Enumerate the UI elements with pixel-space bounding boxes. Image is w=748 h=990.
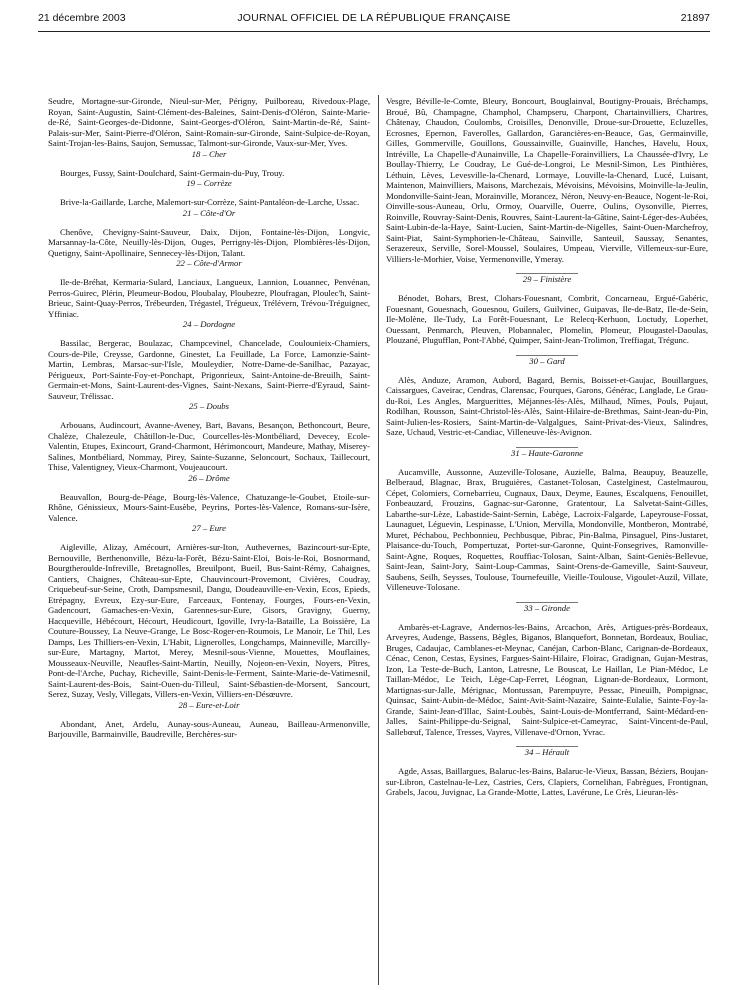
commune-list: Bourges, Fussy, Saint-Doulchard, Saint-Germain-du-Puy, Trouy. — [60, 167, 285, 178]
header-journal-title: JOURNAL OFFICIEL DE LA RÉPUBLIQUE FRANÇAISE — [237, 12, 511, 24]
department-section — [386, 356, 708, 448]
department-title: 26 – Drôme — [188, 472, 230, 483]
commune-list: Abondant, Anet, Ardelu, Aunay-sous-Auneau, Auneau, Bailleau-Armenonville, Barjouville, Barmainville, Baudreville, Berchères-sur- — [48, 718, 370, 739]
department-section — [48, 319, 370, 401]
department-section — [48, 523, 370, 700]
department-section — [386, 448, 708, 603]
department-title: 27 – Eure — [192, 523, 226, 533]
department-title: 21 – Côte-d'Or — [182, 207, 236, 218]
department-section — [386, 274, 708, 356]
header-date: 21 décembre 2003 — [38, 12, 126, 24]
commune-list: Agde, Assas, Baillargues, Balaruc-les-Bains, Balaruc-le-Vieux, Bassan, Béziers, Boujan-sur-Libron, Castelnau-le-Lez, Castries, Cers, Clapiers, Cornelihan, Fabrègues, Frontignan, Grabels, Jacou, Juvignac, La Grande-Motte, Lattes, Lavérune, Le Crès, Lieuran-lès- — [386, 766, 708, 797]
department-title: 33 – Gironde — [523, 602, 570, 613]
continued-paragraph: Vesgre, Béville-le-Comte, Bleury, Boncourt, Bouglainval, Boutigny-Prouais, Bréchamps, Broué, Bû, Champagne, Champhol, Champseru, Charpont, Chartainvilliers, Chartres, Châtenay, Chaudon, Coulombs, Croisilles, Denonville, Droue-sur-Drouette, Ecluzelles, Ecrosnes, Epernon, Faverolles, Gallardon, Garancières-en-Beauce, Gas, Germainville, Gilles, Gommerville, Gouillons, Goussainville, Guainville, Hanches, Havelu, Houx, Intréville, La Chapelle-d'Aunainville, La Chapelle-Forainvilliers, La Chaussée-d'Ivry, Le Boullay-Thierry, Le Coudray, Le Gué-de-Longroi, Le Mesnil-Simon, Les Pinthières, Léthuin, Lèves, Levesville-la-Chenard, Lormaye, Louville-la-Chenard, Lucé, Luisant, Maintenon, Mainvilliers, Maisons, Marchezais, Mévoisins, Mévoisins, Moinville-la-Jeulin, Mondonville-Saint-Jean, Morainville, Morancez, Néron, Neuvy-en-Beauce, Nogent-le-Roi, Oinville-sous-Auneau, Orlu, Ormoy, Ouarville, Ouerre, Oulins, Oysonville, Pierres, Roinville, Rouvray-Saint-Denis, Rouvres, Saint-Laurent-la-Gâtine, Saint-Léger-des-Aubées, Saint-Lubin-de-la-Haye, Saint-Lucien, Saint-Martin-de-Nigelles, Saint-Ouen-Marchefroy, Saint-Piat, Saint-Symphorien-le-Château, Sainville, Santeuil, Saussay, Senantes, Serazereux, Serville, Sorel-Moussel, Soulaires, Umpeau, Vierville, Villemeux-sur-Eure, Villiers-le-Morhier, Voise, Yermenonville, Ymeray. — [386, 96, 708, 264]
commune-list: Alès, Anduze, Aramon, Aubord, Bagard, Bernis, Boisset-et-Gaujac, Bouillargues, Caissargues, Caveirac, Cendras, Clarensac, Fourques, Garons, Générac, Langlade, Le Grau-du-Roi, Les Angles, Marguerittes, Méjannes-lès-Alès, Milhaud, Nîmes, Pouls, Pujaut, Rodilhan, Rousson, Saint-Christol-lès-Alès, Saint-Hilaire-de-Brethmas, Saint-Jean-du-Pin, Saint-Julien-les-Rosiers, Saint-Martin-de-Valgalgues, Saint-Privat-des-Vieux, Salindres, Saze, Uchaud, Vestric-et-Candiac, Villeneuve-lès-Avignon. — [386, 374, 708, 437]
commune-list: Bénodet, Bohars, Brest, Clohars-Fouesnant, Combrit, Concarneau, Ergué-Gabéric, Fouesnant, Gouesnach, Gouesnou, Guilers, Guilvinec, Guipavas, Ile-de-Batz, Ile-de-Sein, Ile-Molène, Ile-Tudy, La Forêt-Fouesnant, Le Relecq-Kerhuon, Loctudy, Loperhet, Ouessant, Penmarch, Pleuven, Plobannalec, Plomelin, Plomeur, Plougastel-Daoulas, Plouzané, Plugufflan, Pont-l'Abbé, Quimper, Saint-Jean-Trolimon, Treffiagat, Trégunc. — [386, 293, 708, 345]
continued-paragraph: Seudre, Mortagne-sur-Gironde, Nieul-sur-Mer, Périgny, Puilboreau, Rivedoux-Plage, Royan, Saint-Augustin, Saint-Clément-des-Baleines, Saint-Denis-d'Oléron, Sainte-Marie-de-Ré, Saint-Georges-de-Didonne, Saint-Georges-d'Oléron, Saint-Martin-de-Ré, Saint-Palais-sur-Mer, Saint-Pierre-d'Oléron, Saint-Romain-sur-Gironde, Saint-Sulpice-de-Royan, Saint-Trojan-les-Bains, Saujon, Semussac, Talmont-sur-Gironde, Vaux-sur-Mer, Yves. — [48, 96, 370, 148]
department-title: 30 – Gard — [529, 355, 565, 366]
department-section — [48, 208, 370, 259]
commune-list: Arbouans, Audincourt, Avanne-Aveney, Bart, Bavans, Besançon, Bethoncourt, Beure, Chalèze, Chalezeule, Châtillon-le-Duc, Courcelles-lès-Montbéliard, Devecey, Ecole-Valentin, Etupes, Exincourt, Grand-Charmont, Hérimoncourt, Mandeure, Mathay, Miserey-Salines, Montbéliard, Nommay, Pirey, Sainte-Suzanne, Seloncourt, Sochaux, Taillecourt, Thise, Valentigney, Vieux-Charmont, Voujeaucourt. — [48, 420, 370, 472]
commune-list: Aigleville, Alizay, Amécourt, Arnières-sur-Iton, Authevernes, Bazincourt-sur-Epte, Bernouville, Berthenonville, Bézu-la-Forêt, Bézu-Saint-Eloi, Bois-le-Roi, Bosnormand, Bourgtheroulde-Infreville, Bretagnolles, Breuilpont, Bueil, Bus-Saint-Rémy, Cahaignes, Cantiers, Chaignes, Château-sur-Epte, Chauvincourt-Provemont, Civières, Coudray, Criquebeuf-sur-Seine, Croth, Dampsmesnil, Dangu, Doudeauville-en-Vexin, Ecos, Epieds, Etrépagny, Evreux, Ezy-sur-Eure, Farceaux, Fontenay, Fourges, Fours-en-Vexin, Gadencourt, Gamaches-en-Vexin, Garennes-sur-Eure, Gisors, Gravigny, Guerny, Hacqueville, Hébécourt, Hécourt, Heudicourt, Igoville, Ivry-la-Bataille, La Boissière, La Couture-Boussey, La Neuve-Grange, Le Bosc-Roger-en-Roumois, Le Manoir, Le Thil, Les Damps, Les Thilliers-en-Vexin, L'Habit, Lignerolles, Longchamps, Mainneville, Marcilly-sur-Eure, Martagny, Martot, Merey, Mesnil-sous-Vienne, Mouettes, Mouflaines, Mousseaux-Neuville, Neaufles-Saint-Martin, Neuilly, Nojeon-en-Vexin, Noyers, Pîtres, Pont-de-l'Arche, Puchay, Richeville, Saint-Denis-le-Ferment, Sainte-Marie-de-Vatimesnil, Saint-Laurent-des-Bois, Saint-Ouen-du-Tilleul, Saint-Sébastien-de-Morsent, Sancourt, Serez, Suzay, Vesly, Villegats, Villers-en-Vexin, Villiers-en-Désœuvre. — [48, 542, 370, 699]
department-section — [48, 401, 370, 473]
commune-list: Brive-la-Gaillarde, Larche, Malemort-sur-Corrèze, Saint-Pantaléon-de-Larche, Ussac. — [60, 197, 360, 207]
page-header — [38, 12, 710, 30]
commune-list: Chenôve, Chevigny-Saint-Sauveur, Daix, Dijon, Fontaine-lès-Dijon, Longvic, Marsannay-la-Côte, Neuilly-lès-Dijon, Ouges, Perrigny-lès-Dijon, Plombières-lès-Dijon, Quetigny, Saint-Apollinaire, Sennecey-lès-Dijon, Talant. — [48, 226, 370, 258]
commune-list: Aucamville, Aussonne, Auzeville-Tolosane, Auzielle, Balma, Beaupuy, Beauzelle, Belberaud, Blagnac, Brax, Bruguières, Castanet-Tolosan, Castelginest, Castelmaurou, Cépet, Colomiers, Cornebarrieu, Cugnaux, Daux, Deyme, Eaunes, Escalquens, Fenouillet, Fonbeauzard, Frouzins, Gagnac-sur-Garonne, Gratentour, La Salvetat-Saint-Gilles, Labarthe-sur-Lèze, Labastide-Saint-Sernin, Labège, Lacroix-Falgarde, Lapeyrouse-Fossat, Launaguet, Léguevin, Lespinasse, L'Union, Mervilla, Mondonville, Montberon, Montrabé, Muret, Péchabou, Pechbonnieu, Pechbusque, Pibrac, Pin-Balma, Pinsaguel, Pins-Justaret, Plaisance-du-Touch, Pompertuzat, Portet-sur-Garonne, Quint-Fonsegrives, Ramonville-Saint-Agne, Roques, Roquettes, Rouffiac-Tolosan, Saint-Alban, Saint-Geniès-Bellevue, Saint-Jean, Saint-Jory, Saint-Loup-Cammas, Saint-Orens-de-Gameville, Saint-Sauveur, Saubens, Seilh, Seysses, Toulouse, Tournefeuille, Vieille-Toulouse, Vigoulet-Auzil, Villate, Villeneuve-Tolosane. — [386, 466, 708, 592]
column-divider — [378, 95, 379, 985]
department-section — [386, 747, 708, 798]
left-column — [48, 96, 370, 740]
commune-list: Bassilac, Bergerac, Boulazac, Champcevinel, Chancelade, Coulounieix-Chamiers, Cours-de-Pile, Creysse, Gardonne, Ginestet, La Feuillade, La Force, Lamonzie-Saint-Martin, Lembras, Marsac-sur-l'Isle, Mouleydier, Notre-Dame-de-Sanilhac, Pazayac, Périgueux, Port-Sainte-Foy-et-Ponchapt, Prigonrieux, Saint-Antoine-de-Breuilh, Saint-Germain-et-Mons, Saint-Laurent-des-Vignes, Saint-Nexans, Saint-Pierre-d'Eyraud, Saint-Sauveur, Trélissac. — [48, 338, 370, 401]
department-section — [386, 603, 708, 748]
department-section — [48, 473, 370, 524]
department-title: 34 – Hérault — [524, 747, 570, 757]
commune-list: Ambarès-et-Lagrave, Andernos-les-Bains, Arcachon, Arès, Artigues-près-Bordeaux, Arveyres, Audenge, Bassens, Bègles, Biganos, Blanquefort, Bonnetan, Bordeaux, Bouliac, Bruges, Cadaujac, Camblanes-et-Meynac, Canéjan, Carbon-Blanc, Carignan-de-Bordeaux, Cénac, Cenon, Cestas, Eysines, Fargues-Saint-Hilaire, Floirac, Gradignan, Gujan-Mestras, Izon, La Teste-de-Buch, Lanton, Latresne, Le Bouscat, Le Haillan, Le Pian-Médoc, Le Taillan-Médoc, Le Teich, Lège-Cap-Ferret, Léognan, Lignan-de-Bordeaux, Lormont, Martignas-sur-Jalle, Mérignac, Montussan, Parempuyre, Pessac, Pineuilh, Pompignac, Quinsac, Saint-Aubin-de-Médoc, Saint-Avit-Saint-Nazaire, Sainte-Eulalie, Sainte-Foy-la-Grande, Saint-Jean-d'Illac, Saint-Loubès, Saint-Louis-de-Montferrand, Saint-Médard-en-Jalles, Saint-Philippe-du-Seignal, Saint-Sulpice-et-Cameyrac, Saint-Vincent-de-Paul, Sallebœuf, Talence, Tresses, Vayres, Villenave-d'Ornon, Yvrac. — [386, 621, 708, 737]
header-page-number: 21897 — [680, 12, 710, 24]
department-section — [48, 178, 370, 208]
right-column — [386, 96, 708, 798]
department-title: 24 – Dordogne — [182, 319, 236, 329]
department-section — [48, 700, 370, 740]
commune-list: Beauvallon, Bourg-de-Péage, Bourg-lès-Valence, Chatuzange-le-Goubet, Etoile-sur-Rhône, Génissieux, Mours-Saint-Eusèbe, Peyrins, Portes-lès-Valence, Romans-sur-Isère, Valence. — [48, 491, 370, 523]
header-rule — [38, 31, 710, 32]
department-title: 22 – Côte-d'Armor — [176, 258, 242, 268]
department-title: 31 – Haute-Garonne — [510, 447, 584, 458]
commune-list: Ile-de-Bréhat, Kermaria-Sulard, Lanciaux, Langueux, Lannion, Louannec, Penvénan, Perros-Guirec, Plérin, Pleumeur-Bodou, Ploubalay, Ploubezre, Ploufragan, Ploulec'h, Saint-Brieuc, Saint-Quay-Perros, Trébeurden, Trégastel, Trégueux, Trélévern, Trévou-Tréguignec, Yffiniac. — [48, 277, 370, 319]
department-title: 28 – Eure-et-Loir — [178, 699, 240, 710]
department-title: 25 – Doubs — [188, 401, 230, 411]
department-section — [48, 149, 370, 179]
department-section — [48, 258, 370, 319]
department-title: 29 – Finistère — [522, 274, 572, 284]
department-title: 18 – Cher — [191, 148, 227, 159]
department-title: 19 – Corrèze — [186, 178, 232, 188]
